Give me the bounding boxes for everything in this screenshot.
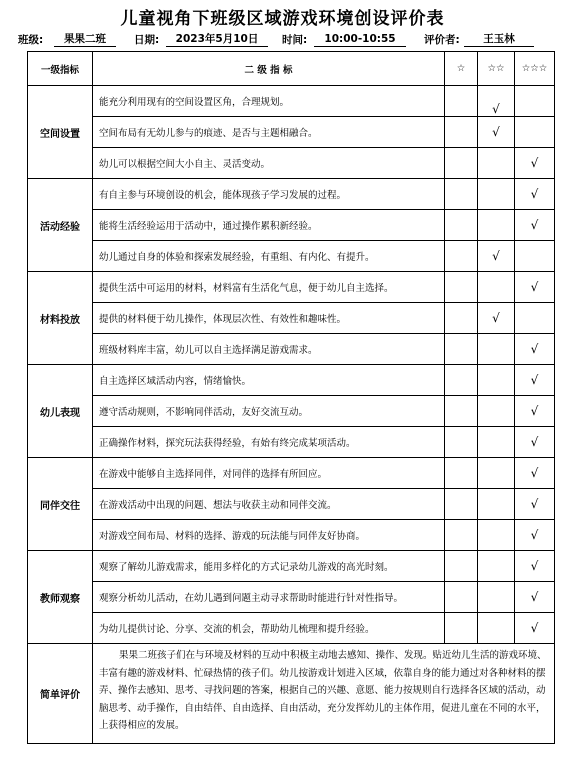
rating-cell-1-star: [445, 272, 478, 303]
rating-cell-3-star: √: [515, 551, 555, 582]
category-cell: 同伴交往: [28, 458, 93, 551]
table-row: [28, 582, 555, 613]
indicator-cell: 观察了解幼儿游戏需求，能用多样化的方式记录幼儿游戏的高光时刻。: [93, 551, 445, 582]
category-cell: 幼儿表现: [28, 365, 93, 458]
indicator-cell: 正确操作材料，探究玩法获得经验，有始有终完成某项活动。: [93, 427, 445, 458]
summary-label: 简单评价: [28, 644, 93, 744]
summary-row: [28, 644, 555, 744]
rating-cell-2-star: √: [478, 303, 515, 334]
indicator-cell: 空间布局有无幼儿参与的痕迹、是否与主题相融合。: [93, 117, 445, 148]
evaluation-table: [27, 51, 555, 744]
rating-cell-1-star: [445, 365, 478, 396]
category-cell: 活动经验: [28, 179, 93, 272]
rating-cell-2-star: [478, 613, 515, 644]
indicator-cell: 能充分利用现有的空间设置区角，合理规划。: [93, 86, 445, 117]
rating-cell-2-star: [478, 179, 515, 210]
indicator-cell: 在游戏中能够自主选择同伴，对同伴的选择有所回应。: [93, 458, 445, 489]
indicator-cell: 遵守活动规则，不影响同伴活动，友好交流互动。: [93, 396, 445, 427]
rating-cell-3-star: [515, 86, 555, 117]
time-value: [314, 32, 406, 47]
rating-cell-2-star: [478, 210, 515, 241]
rating-cell-2-star: [478, 396, 515, 427]
page-title: 儿童视角下班级区域游戏环境创设评价表: [120, 9, 445, 29]
indicator-cell: 对游戏空间布局、材料的选择、游戏的玩法能与同伴友好协商。: [93, 520, 445, 551]
rating-cell-1-star: [445, 210, 478, 241]
rating-cell-2-star: √: [478, 86, 515, 117]
table-row: [28, 427, 555, 458]
rating-cell-2-star: [478, 458, 515, 489]
date-label: 日期:: [134, 34, 160, 46]
indicator-cell: 观察分析幼儿活动，在幼儿遇到问题主动寻求帮助时能进行针对性指导。: [93, 582, 445, 613]
rating-cell-1-star: [445, 551, 478, 582]
evaluator-label: 评价者:: [424, 34, 460, 46]
rating-cell-1-star: [445, 489, 478, 520]
rating-cell-3-star: √: [515, 613, 555, 644]
indicator-cell: 为幼儿提供讨论、分享、交流的机会，帮助幼儿梳理和提升经验。: [93, 613, 445, 644]
table-row: [28, 551, 555, 582]
rating-cell-1-star: [445, 613, 478, 644]
rating-cell-1-star: [445, 117, 478, 148]
rating-cell-3-star: √: [515, 489, 555, 520]
header-one-star: ☆: [445, 52, 478, 86]
rating-cell-3-star: √: [515, 582, 555, 613]
rating-cell-3-star: [515, 117, 555, 148]
indicator-cell: 提供生活中可运用的材料，材料富有生活化气息，便于幼儿自主选择。: [93, 272, 445, 303]
rating-cell-1-star: [445, 520, 478, 551]
indicator-cell: 有自主参与环境创设的机会，能体现孩子学习发展的过程。: [93, 179, 445, 210]
table-row: [28, 489, 555, 520]
table-row: [28, 272, 555, 303]
indicator-cell: 在游戏活动中出现的问题、想法与收获主动和同伴交流。: [93, 489, 445, 520]
evaluator-value-text: 王玉林: [483, 33, 515, 45]
category-cell: 教师观察: [28, 551, 93, 644]
rating-cell-1-star: [445, 458, 478, 489]
indicator-cell: 能将生活经验运用于活动中，通过操作累积新经验。: [93, 210, 445, 241]
header-level2: 二 级 指 标: [93, 52, 445, 86]
table-row: [28, 613, 555, 644]
header-level1: 一级指标: [28, 52, 93, 86]
rating-cell-2-star: [478, 334, 515, 365]
rating-cell-2-star: [478, 272, 515, 303]
table-row: [28, 148, 555, 179]
rating-cell-2-star: √: [478, 241, 515, 272]
rating-cell-1-star: [445, 241, 478, 272]
table-row: [28, 365, 555, 396]
rating-cell-3-star: √: [515, 148, 555, 179]
rating-cell-1-star: [445, 303, 478, 334]
table-row: [28, 241, 555, 272]
rating-cell-3-star: √: [515, 334, 555, 365]
rating-cell-3-star: √: [515, 520, 555, 551]
class-value: [54, 32, 116, 47]
table-row: [28, 303, 555, 334]
rating-cell-1-star: [445, 179, 478, 210]
category-cell: 空间设置: [28, 86, 93, 179]
rating-cell-2-star: [478, 489, 515, 520]
evaluator-value: [464, 32, 534, 47]
rating-cell-1-star: [445, 582, 478, 613]
header-row: [28, 52, 555, 86]
rating-cell-1-star: [445, 86, 478, 117]
table-row: [28, 458, 555, 489]
indicator-cell: 班级材料库丰富，幼儿可以自主选择满足游戏需求。: [93, 334, 445, 365]
table-row: [28, 210, 555, 241]
table-row: [28, 396, 555, 427]
rating-cell-2-star: √: [478, 117, 515, 148]
rating-cell-3-star: √: [515, 458, 555, 489]
rating-cell-3-star: [515, 303, 555, 334]
rating-cell-1-star: [445, 396, 478, 427]
rating-cell-3-star: √: [515, 427, 555, 458]
rating-cell-1-star: [445, 334, 478, 365]
class-label: 班级:: [18, 34, 44, 46]
header-two-star: ☆☆: [478, 52, 515, 86]
date-value-text: 2023年5月10日: [175, 33, 259, 45]
rating-cell-3-star: [515, 241, 555, 272]
rating-cell-1-star: [445, 427, 478, 458]
rating-cell-2-star: [478, 427, 515, 458]
indicator-cell: 提供的材料便于幼儿操作，体现层次性、有效性和趣味性。: [93, 303, 445, 334]
table-row: [28, 520, 555, 551]
rating-cell-1-star: [445, 148, 478, 179]
class-value-text: 果果二班: [64, 33, 106, 45]
table-row: [28, 117, 555, 148]
rating-cell-2-star: [478, 551, 515, 582]
rating-cell-3-star: √: [515, 179, 555, 210]
header-three-star: ☆☆☆: [515, 52, 555, 86]
rating-cell-3-star: √: [515, 210, 555, 241]
rating-cell-3-star: √: [515, 396, 555, 427]
indicator-cell: 幼儿通过自身的体验和探索发展经验，有重组、有内化、有提升。: [93, 241, 445, 272]
rating-cell-2-star: [478, 148, 515, 179]
rating-cell-3-star: √: [515, 365, 555, 396]
date-value: [166, 32, 268, 47]
table-row: [28, 179, 555, 210]
time-label: 时间:: [282, 34, 308, 46]
table-row: [28, 334, 555, 365]
rating-cell-2-star: [478, 582, 515, 613]
indicator-cell: 幼儿可以根据空间大小自主、灵活变动。: [93, 148, 445, 179]
rating-cell-2-star: [478, 520, 515, 551]
rating-cell-2-star: [478, 365, 515, 396]
indicator-cell: 自主选择区域活动内容，情绪愉快。: [93, 365, 445, 396]
time-value-text: 10:00-10:55: [324, 33, 396, 45]
rating-cell-3-star: √: [515, 272, 555, 303]
category-cell: 材料投放: [28, 272, 93, 365]
table-row: [28, 86, 555, 117]
summary-text: 果果二班孩子们在与环境及材料的互动中积极主动地去感知、操作、发现。贴近幼儿生活的游戏环境、丰富有趣的游戏材料、忙碌热情的孩子们。幼儿按游戏计划进入区域，依靠自身的能力通过对各种材料的摆弄、操作去感知、思考、寻找问题的答案，根据自己的兴趣、意愿、能力按规则自行选择各区域的活动，动脑思考、动手操作，自由结伴、自由选择、自由活动，充分发挥幼儿的主体作用，促进儿童在不同的水平，上获得相应的发展。: [93, 644, 555, 744]
